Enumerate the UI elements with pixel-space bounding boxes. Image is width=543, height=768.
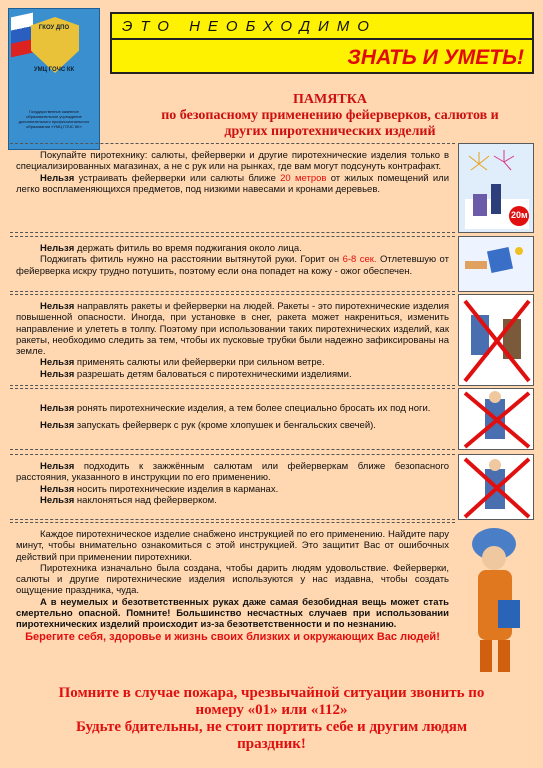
memo-subtitle-2: других пиротехнических изделий <box>224 124 436 139</box>
block6-paragraph-2: Пиротехника изначально была создана, чтобы дарить людям удовольствие. Фейерверки, салюты и другие пиротехнические изделия используются у нас издавна, чтобы создать ощущение праздника, чуда. <box>16 562 449 597</box>
illustration-approach-danger <box>458 454 534 520</box>
block2-paragraph-1: Нельзя держать фитиль во время поджигания около лица. <box>40 243 302 254</box>
illustration-lighting-fuse <box>458 236 534 292</box>
block3-paragraph-2: Нельзя применять салюты или фейерверки при сильном ветре. <box>40 357 325 369</box>
footer-line-1: Помните в случае пожара, чрезвычайной ситуации звонить по <box>58 685 485 701</box>
block5-paragraph-3: Нельзя наклоняться над фейерверком. <box>40 494 217 506</box>
illustration-character-instructions <box>458 522 534 682</box>
block5-paragraph-1: Нельзя подходить к зажжённым салютам или фейерверкам ближе безопасного расстояния, указанного в инструкции по его применению. <box>16 461 449 484</box>
block6-paragraph-1: Каждое пиротехническое изделие снабжено инструкцией по его применению. Найдите пару минут, чтобы внимательно ознакомиться с этой инструкцией. Это защитит Вас от ошибочных действий при применении пиротехники. <box>16 529 449 563</box>
logo-emblem <box>8 8 100 150</box>
block4-paragraph-1: Нельзя ронять пиротехнические изделия, а тем более специально бросать их под ноги. <box>40 403 431 414</box>
illustration-fireworks-distance <box>458 143 534 233</box>
rule-block-3 <box>10 294 455 386</box>
rule-block-2 <box>10 236 455 292</box>
block6-paragraph-3: А в неумелых и безответственных руках даже самая безобидная вещь может стать смертельно опасной. Помните! Большинство несчастных случаев при использовании пиротехнических изделий происходит из-за безответственности и по незнанию. <box>16 596 449 631</box>
rule-block-5 <box>10 454 455 520</box>
block2-paragraph-2: Поджигать фитиль нужно на расстоянии вытянутой руки. Горит он 6-8 сек. Отлетевшую от фейерверка искру трудно потушить, поэтому если она попадет на кожу - ожог обеспечен. <box>16 254 449 277</box>
rule-block-1 <box>10 143 455 233</box>
footer-line-3: Будьте бдительны, не стоит портить себе и другим людям <box>75 719 468 735</box>
logo-line1: ГКОУ ДПО <box>38 25 70 31</box>
logo-line2: УМЦ ГОЧС КК <box>33 67 75 73</box>
logo-description: Государственное казенное образовательное учреждение дополнительного профессионального образования «УМЦ ГОЧС КК» <box>18 109 90 129</box>
distance-badge: 20м <box>511 210 528 220</box>
block1-paragraph-2: Нельзя устраивать фейерверки или салюты ближе 20 метров от жилых помещений или легко воспламеняющихся предметов, под низкими навесами и кронами деревьев. <box>16 172 449 195</box>
illustration-dropping-danger <box>458 388 534 450</box>
block3-paragraph-1: Нельзя направлять ракеты и фейерверки на людей. Ракеты - это пиротехнические изделия повышенной опасности. Иногда, при установке в снег, ракета может накрениться, изменить направление и улететь в толпу. Поэтому при использовании таких пиротехнических изделий, как ракеты, необходимо следить за тем, чтобы их пусковые трубки были надежно зафиксированы на земле. <box>16 301 449 358</box>
illustration-rocket-danger <box>458 294 534 386</box>
block6-callout: Берегите себя, здоровье и жизнь своих близких и окружающих Вас людей! <box>25 630 440 643</box>
rule-block-4 <box>10 388 455 450</box>
memo-subtitle-1: по безопасному применению фейерверков, салютов и <box>161 108 499 123</box>
header-banner-bottom: ЗНАТЬ И УМЕТЬ! <box>110 38 534 74</box>
block5-paragraph-2: Нельзя носить пиротехнические изделия в карманах. <box>40 483 279 495</box>
flag-icon <box>11 13 33 58</box>
block1-paragraph-1: Покупайте пиротехнику: салюты, фейерверки и другие пиротехнические изделия только в специализированных магазинах, а не с рук или на рынках, где вам могут подсунуть контрафакт. <box>16 150 449 173</box>
footer-line-4: праздник! <box>237 736 306 752</box>
block4-paragraph-2: Нельзя запускать фейерверк с рук (кроме хлопушек и бенгальских свечей). <box>40 420 376 432</box>
header-banner-top: ЭТО НЕОБХОДИМО <box>110 12 534 42</box>
rule-block-6 <box>10 522 455 682</box>
memo-title: ПАМЯТКА <box>293 92 367 107</box>
block3-paragraph-3: Нельзя разрешать детям баловаться с пиротехническими изделиями. <box>40 368 352 380</box>
footer-line-2: номеру «01» или «112» <box>195 702 348 718</box>
